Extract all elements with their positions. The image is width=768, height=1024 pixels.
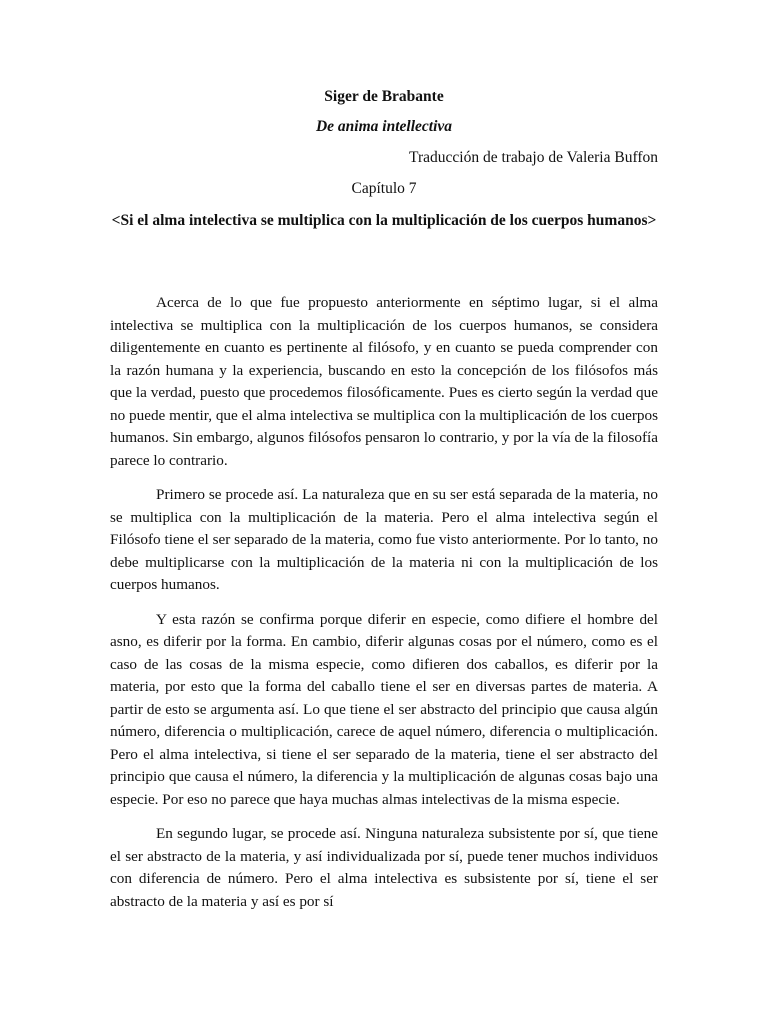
chapter-number: Capítulo 7 xyxy=(351,180,417,197)
body-text xyxy=(110,292,658,925)
translator-credit: Traducción de trabajo de Valeria Buffon xyxy=(409,149,658,166)
work-title: De anima intellectiva xyxy=(315,118,453,135)
chapter-title: <Si el alma intelectiva se multiplica con la multiplicación de los cuerpos humanos> xyxy=(111,212,657,229)
paragraph: Y esta razón se confirma porque diferir en especie, como difiere el hombre del asno, es diferir por la forma. En cambio, diferir algunas cosas por el número, como es el caso de las cosas de la misma especie, como difieren dos caballos, es diferir por la materia, por esto que la forma del caballo tiene el ser en diversas partes de materia. A partir de esto se argumenta así. Lo que tiene el ser abstracto del principio que causa algún número, diferencia o multiplicación, carece de aquel número, diferencia o multiplicación. Pero el alma intelectiva, si tiene el ser separado de la materia, tiene el ser abstracto del principio que causa el número, la diferencia y la multiplicación de algunas cosas bajo una especie. Por eso no parece que haya muchas almas intelectivas de la misma especie. xyxy=(110,610,658,808)
paragraph: Acerca de lo que fue propuesto anteriormente en séptimo lugar, si el alma intelectiva se multiplica con la multiplicación de los cuerpos humanos, se considera diligentemente en cuanto es pertinente al filósofo, y en cuanto se pueda comprender con la razón humana y la experiencia, buscando en esto la concepción de los filósofos más que la verdad, puesto que procedemos filosóficamente. Pues es cierto según la verdad que no puede mentir, que el alma intelectiva se multiplica con la multiplicación de los cuerpos humanos. Sin embargo, algunos filósofos pensaron lo contrario, y por la vía de la filosofía parece lo contrario. xyxy=(110,294,658,469)
paragraph: En segundo lugar, se procede así. Ninguna naturaleza subsistente por sí, que tiene el ser abstracto de la materia, y así individualizada por sí, puede tener muchos individuos con diferencia de número. Pero el alma intelectiva es subsistente por sí, tiene el ser abstracto de la materia y así es por sí xyxy=(110,825,658,910)
author-heading: Siger de Brabante xyxy=(324,88,444,105)
paragraph: Primero se procede así. La naturaleza que en su ser está separada de la materia, no se multiplica con la multiplicación de la materia. Pero el alma intelectiva según el Filósofo tiene el ser separado de la materia, como fue visto anteriormente. Por lo tanto, no debe multiplicarse con la multiplicación de la materia ni con la multiplicación de los cuerpos humanos. xyxy=(110,486,658,593)
